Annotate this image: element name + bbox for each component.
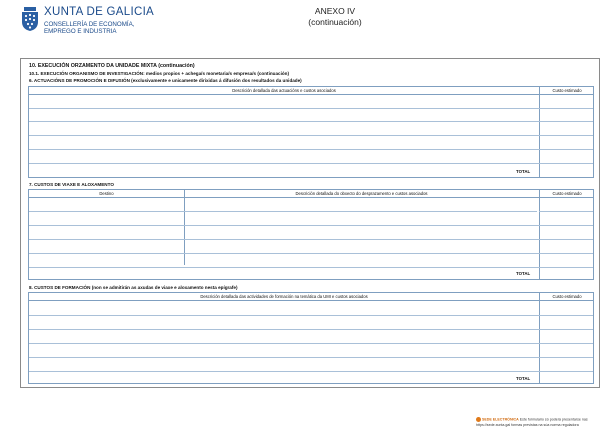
xunta-emblem-icon [20,6,40,32]
logo-sub-line1: CONSELLERÍA DE ECONOMÍA, [44,21,135,28]
annex-heading [275,6,395,27]
row-line [29,135,593,136]
footer-brand: SEDE ELECTRÓNICA [482,417,519,422]
table-promotion-total-label: TOTAL [516,169,531,174]
table-training [28,292,594,384]
row-line [29,357,593,358]
col-cost-header: Custo estimado [552,88,582,93]
row-line [29,343,593,344]
row-line [29,149,593,150]
row-line [29,371,593,372]
row-line [29,267,593,268]
footer-url[interactable]: https://sede.xunta.gal [476,423,511,427]
table-travel [28,189,594,280]
section-10-1-subtitle: 10.1. EXECUCIÓN ORGANISMO DE INVESTIGACIÓN: medios propios + achega/s monetaria/s empresa/s (continuación) [29,71,289,76]
table-promotion [28,86,594,178]
annex-title: ANEXO IV [314,6,356,16]
row-line [29,121,593,122]
row-line [29,239,593,240]
row-line [29,108,593,109]
col-cost-header: Custo estimado [552,191,582,196]
column-divider [539,190,540,279]
row-line [29,211,537,212]
footer-row1 [476,417,608,422]
form-frame [20,58,600,388]
table-6-title: 6. ACTUACIÓNS DE PROMOCIÓN E DIFUSIÓN (exclusivamente e unicamente dirixidas á difusión dos resultados da unidade) [29,78,302,83]
logo-sub-line2: EMPREGO E INDUSTRIA [44,28,117,36]
footer-row2 [476,423,608,427]
logo-subtitle [44,21,134,36]
footer-line2: formas previstas na súa norma reguladora [511,423,579,427]
table-training-header [29,293,593,301]
table-8-title: 8. CUSTOS DE FORMACIÓN (non se admitirán as axudas de viaxe e aloxamento nesta epígrafe) [29,285,238,290]
table-travel-header [29,190,593,198]
table-promotion-header [29,87,593,95]
col-description-header: Descrición detallada das actividades de formación na temática da UMI e custos asociados [200,294,368,299]
row-line [29,253,593,254]
page-header [20,6,600,58]
table-training-total-label: TOTAL [516,376,531,381]
annex-subtitle: (continuación) [308,16,362,27]
column-divider [539,293,540,383]
row-line [539,211,593,212]
footer-line1: Este formulario só poderá presentarse nas [519,417,588,422]
row-line [29,315,593,316]
col-description-header: Descrición detallada do obxecto do desprazamento e custos asociados [295,191,428,196]
xunta-logo [20,6,160,56]
table-7-title: 7. CUSTOS DE VIAXE E ALOXAMENTO [29,182,114,187]
col-cost-header: Custo estimado [552,294,582,299]
logo-title: XUNTA DE GALICIA [44,6,155,18]
col-description-header: Descrición detallada das actuacións e custos asociados [232,88,336,93]
row-line [29,163,593,164]
sede-electronica-icon [476,417,481,422]
section-10-title: 10. EXECUCIÓN ORZAMENTO DA UNIDADE MIXTA (continuación) [29,63,195,69]
page-footer [476,417,608,427]
col-destination-header: Destino [99,191,114,196]
row-line [29,329,593,330]
table-travel-total-label: TOTAL [516,271,531,276]
row-line [29,225,593,226]
